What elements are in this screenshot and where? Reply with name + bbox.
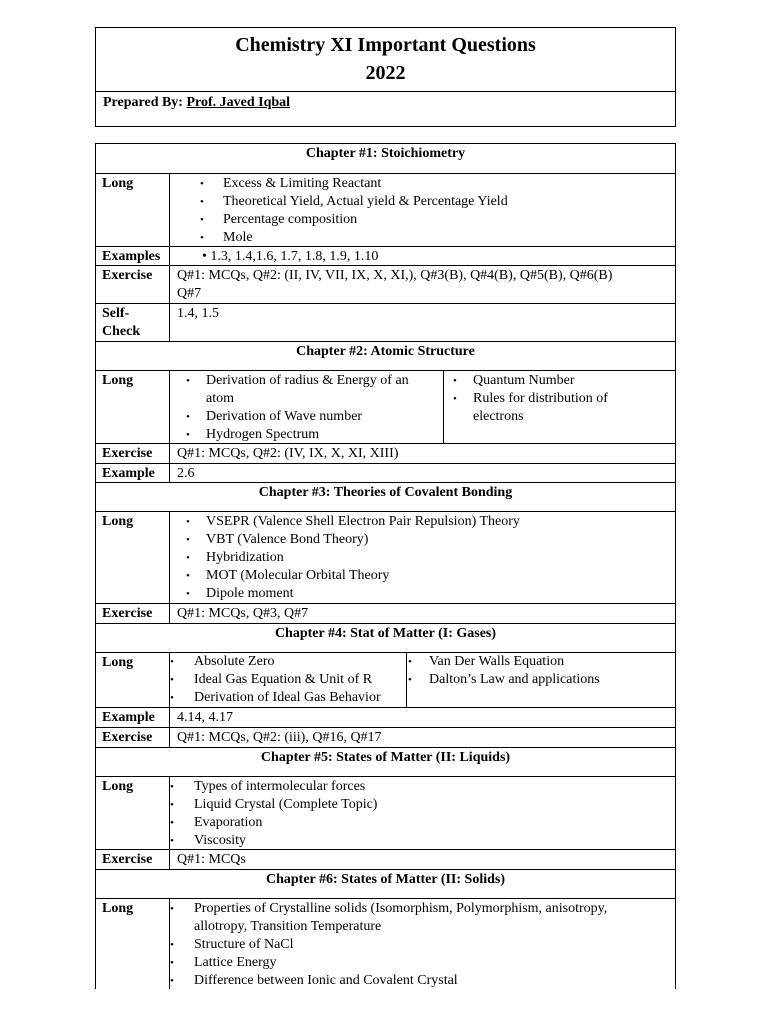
row-label: Exercise xyxy=(96,728,170,748)
document-title: Chemistry XI Important Questions xyxy=(235,34,536,56)
row-label: Example xyxy=(96,464,170,483)
row-value xyxy=(170,899,675,989)
list-item: • VSEPR (Valence Shell Electron Pair Repulsion) Theory xyxy=(186,514,520,529)
ch2-exercise-row xyxy=(96,443,675,464)
list-item: • Derivation of Wave number xyxy=(186,409,363,424)
row-label: Long xyxy=(96,174,170,247)
list-item: • Excess & Limiting Reactant xyxy=(200,176,382,191)
row-value xyxy=(170,371,675,444)
row-value: Q#1: MCQs xyxy=(177,852,246,867)
row-value xyxy=(170,174,675,247)
row-value: • 1.3, 1.4,1.6, 1.7, 1.8, 1.9, 1.10 xyxy=(202,249,379,264)
list-item: • VBT (Valence Bond Theory) xyxy=(186,532,369,547)
list-item: • Quantum Number xyxy=(453,373,575,388)
ch4-long-row xyxy=(96,652,675,708)
list-item: • Types of intermolecular forces xyxy=(170,779,366,794)
row-value: Q#1: MCQs, Q#3, Q#7 xyxy=(177,606,309,621)
ch3-exercise-row xyxy=(96,603,675,624)
chapter-5-title: Chapter #5: States of Matter (II: Liquids) xyxy=(96,747,675,778)
chapter-6-title: Chapter #6: States of Matter (II: Solids) xyxy=(96,869,675,900)
list-item: atom xyxy=(206,391,234,406)
ch6-long-row xyxy=(96,898,675,989)
row-value: Q#1: MCQs, Q#2: (IV, IX, X, XI, XIII) xyxy=(177,446,399,461)
row-label: Long xyxy=(96,371,170,444)
list-item: • Rules for distribution of xyxy=(453,391,608,406)
list-item: • Dalton’s Law and applications xyxy=(408,672,600,687)
row-value: 2.6 xyxy=(177,466,195,481)
prepared-by xyxy=(103,95,290,111)
chapter-1-title: Chapter #1: Stoichiometry xyxy=(305,146,466,161)
row-label: Long xyxy=(96,653,170,708)
chapter-3-title: Chapter #3: Theories of Covalent Bonding xyxy=(96,482,675,513)
row-value xyxy=(170,653,675,708)
prepared-by-label: Prepared By: xyxy=(103,95,183,110)
list-item: • MOT (Molecular Orbital Theory xyxy=(186,568,390,583)
row-value: 4.14, 4.17 xyxy=(177,710,233,725)
document-year: 2022 xyxy=(365,62,406,84)
row-value xyxy=(170,777,675,850)
ch4-example-row xyxy=(96,707,675,728)
list-item: • Absolute Zero xyxy=(170,654,275,669)
ch1-long-row xyxy=(96,173,675,247)
header-box xyxy=(95,27,676,127)
row-label: Exercise xyxy=(96,850,170,870)
row-label: Self- Check xyxy=(96,304,170,342)
ch4-exercise-row xyxy=(96,727,675,748)
list-item: • Difference between Ionic and Covalent Crystal xyxy=(170,973,458,988)
list-item: • Hybridization xyxy=(186,550,284,565)
row-value xyxy=(170,512,675,604)
list-item: • Structure of NaCl xyxy=(170,937,294,952)
ch2-long-row xyxy=(96,370,675,444)
list-item: allotropy, Transition Temperature xyxy=(194,919,382,934)
list-item: electrons xyxy=(473,409,524,424)
questions-table xyxy=(95,143,676,989)
list-item: • Dipole moment xyxy=(186,586,294,601)
list-item: • Mole xyxy=(200,230,253,245)
ch1-self-check-row xyxy=(96,303,675,342)
row-value: Q#1: MCQs, Q#2: (II, IV, VII, IX, X, XI,), Q#3(B), Q#4(B), Q#5(B), Q#6(B) Q#7 xyxy=(177,268,613,301)
list-item: • Liquid Crystal (Complete Topic) xyxy=(170,797,378,812)
ch1-examples-row xyxy=(96,246,675,266)
list-item: • Van Der Walls Equation xyxy=(408,654,565,669)
list-item: • Derivation of Ideal Gas Behavior xyxy=(170,690,381,705)
ch5-exercise-row xyxy=(96,849,675,870)
list-item: • Properties of Crystalline solids (Isomorphism, Polymorphism, anisotropy, xyxy=(170,901,608,916)
row-label: Exercise xyxy=(96,604,170,624)
ch1-exercise-row xyxy=(96,265,675,304)
row-label: Long xyxy=(96,777,170,850)
ch5-long-row xyxy=(96,776,675,850)
list-item: • Percentage composition xyxy=(200,212,358,227)
list-item: • Lattice Energy xyxy=(170,955,277,970)
row-label: Long xyxy=(96,899,170,989)
chapter-4-title: Chapter #4: Stat of Matter (I: Gases) xyxy=(96,623,675,654)
prepared-by-name: Prof. Javed Iqbal xyxy=(186,95,291,110)
ch3-long-row xyxy=(96,511,675,604)
row-label: Example xyxy=(96,708,170,728)
list-item: • Viscosity xyxy=(170,833,247,848)
row-value: Q#1: MCQs, Q#2: (iii), Q#16, Q#17 xyxy=(177,730,382,745)
row-label: Examples xyxy=(96,247,170,266)
row-value: 1.4, 1.5 xyxy=(177,306,219,321)
row-label: Exercise xyxy=(96,266,170,304)
list-item: • Theoretical Yield, Actual yield & Percentage Yield xyxy=(200,194,508,209)
list-item: • Derivation of radius & Energy of an xyxy=(186,373,409,388)
row-label: Exercise xyxy=(96,444,170,464)
list-item: • Ideal Gas Equation & Unit of R xyxy=(170,672,373,687)
ch2-example-row xyxy=(96,463,675,483)
row-label: Long xyxy=(96,512,170,604)
list-item: • Hydrogen Spectrum xyxy=(186,427,320,442)
list-item: • Evaporation xyxy=(170,815,263,830)
chapter-2-title: Chapter #2: Atomic Structure xyxy=(96,341,675,372)
header-divider xyxy=(96,91,675,92)
